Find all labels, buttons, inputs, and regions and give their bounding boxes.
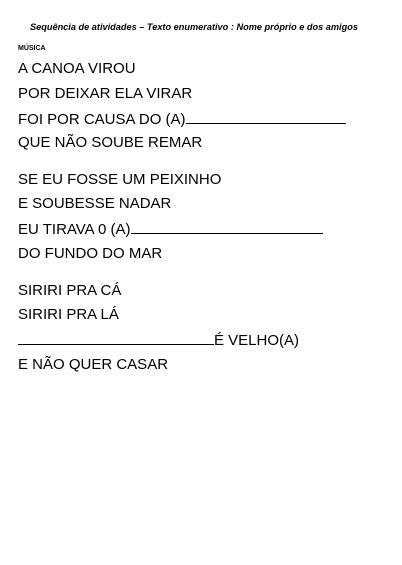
section-label: MÚSICA [18, 45, 46, 52]
stanza3-line1: SIRIRI PRA CÁ [18, 282, 122, 299]
stanza1-line3 [18, 110, 346, 129]
stanza2-line3-text: EU TIRAVA 0 (A) [18, 221, 131, 238]
stanza2-line4: DO FUNDO DO MAR [18, 245, 163, 262]
stanza3-line2: SIRIRI PRA LÁ [18, 306, 119, 323]
stanza2-line2: E SOUBESSE NADAR [18, 195, 172, 212]
answer-blank-3[interactable] [18, 331, 214, 345]
stanza3-line3-text: É VELHO(A) [214, 332, 300, 349]
worksheet-header: Sequência de atividades – Texto enumerativo : Nome próprio e dos amigos [30, 22, 358, 32]
stanza3-line4: E NÃO QUER CASAR [18, 356, 169, 373]
stanza2-line1: SE EU FOSSE UM PEIXINHO [18, 171, 222, 188]
stanza2-line3 [18, 220, 323, 239]
stanza1-line2: POR DEIXAR ELA VIRAR [18, 85, 193, 102]
stanza1-line4: QUE NÃO SOUBE REMAR [18, 134, 203, 151]
stanza3-line3 [18, 331, 299, 350]
answer-blank-1[interactable] [186, 110, 346, 124]
answer-blank-2[interactable] [131, 220, 323, 234]
stanza1-line3-text: FOI POR CAUSA DO (A) [18, 111, 186, 128]
stanza1-line1: A CANOA VIROU [18, 60, 136, 77]
